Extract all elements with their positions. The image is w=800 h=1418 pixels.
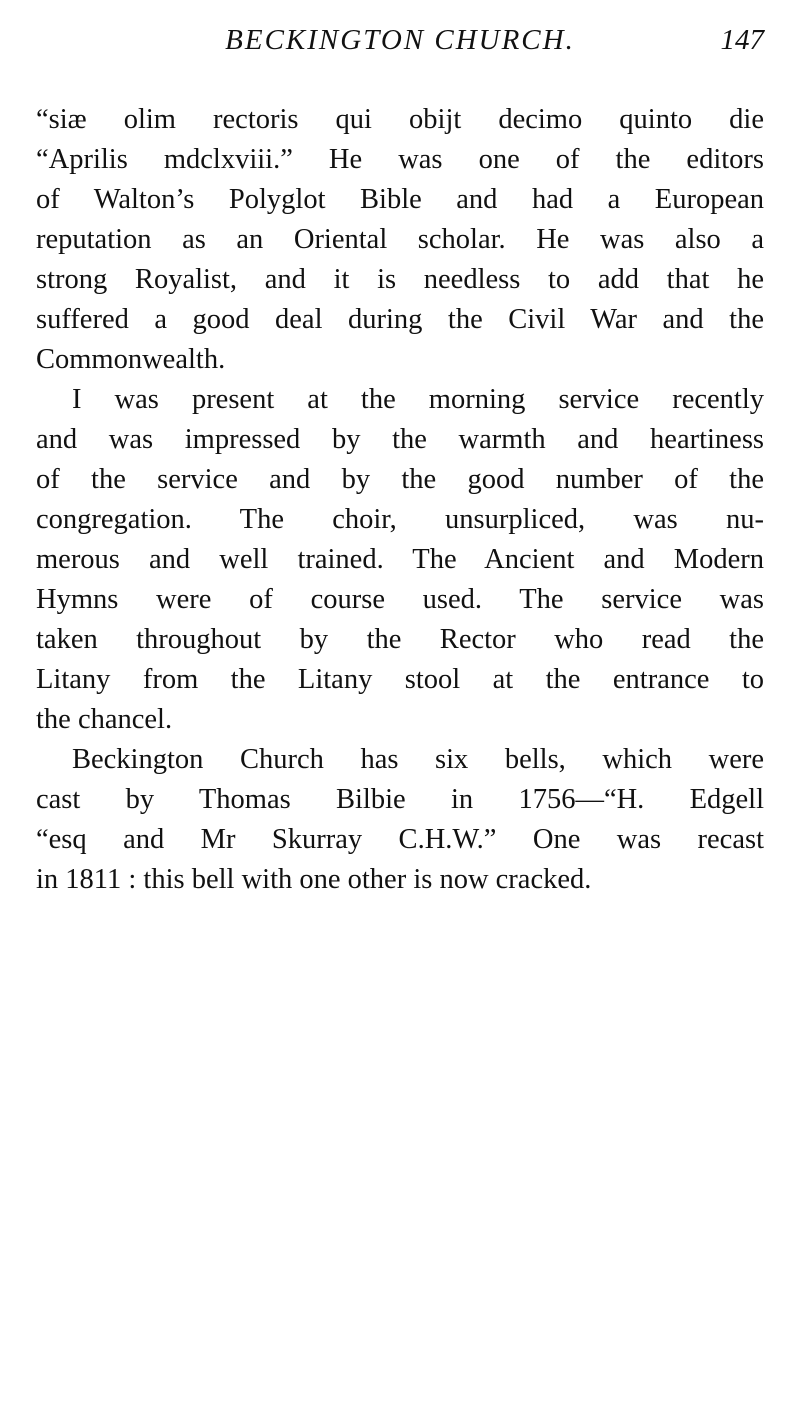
text-line: “Aprilis mdclxviii.” He was one of the editors bbox=[36, 144, 764, 175]
text-line: merous and well trained. The Ancient and Modern bbox=[36, 544, 764, 575]
text-line: of the service and by the good number of the bbox=[36, 464, 764, 495]
page-number: 147 bbox=[720, 24, 764, 56]
text-line: of Walton’s Polyglot Bible and had a European bbox=[36, 184, 764, 215]
text-line: suffered a good deal during the Civil War and the bbox=[36, 304, 764, 335]
text-line: cast by Thomas Bilbie in 1756—“H. Edgell bbox=[36, 784, 764, 815]
running-head bbox=[36, 18, 764, 62]
text-line: taken throughout by the Rector who read the bbox=[36, 624, 764, 655]
text-line: Hymns were of course used. The service was bbox=[36, 584, 764, 615]
text-line: the chancel. bbox=[36, 704, 173, 735]
text-line: congregation. The choir, unsurpliced, was nu- bbox=[36, 504, 764, 535]
text-line: in 1811 : this bell with one other is now cracked. bbox=[36, 864, 592, 895]
paragraph-3 bbox=[36, 740, 764, 900]
text-line: Litany from the Litany stool at the entrance to bbox=[36, 664, 764, 695]
text-line: I was present at the morning service recently bbox=[72, 384, 764, 415]
paragraph-1 bbox=[36, 100, 764, 380]
text-line: Commonwealth. bbox=[36, 344, 226, 375]
body-text bbox=[36, 100, 764, 900]
text-line: and was impressed by the warmth and heartiness bbox=[36, 424, 764, 455]
running-title: BECKINGTON CHURCH. bbox=[225, 24, 575, 56]
text-line: “esq and Mr Skurray C.H.W.” One was recast bbox=[36, 824, 764, 855]
paragraph-2 bbox=[36, 380, 764, 740]
text-line: “siæ olim rectoris qui obijt decimo quinto die bbox=[36, 104, 764, 135]
text-line: reputation as an Oriental scholar. He was also a bbox=[36, 224, 764, 255]
text-line: strong Royalist, and it is needless to add that he bbox=[36, 264, 764, 295]
text-line: Beckington Church has six bells, which were bbox=[72, 744, 764, 775]
